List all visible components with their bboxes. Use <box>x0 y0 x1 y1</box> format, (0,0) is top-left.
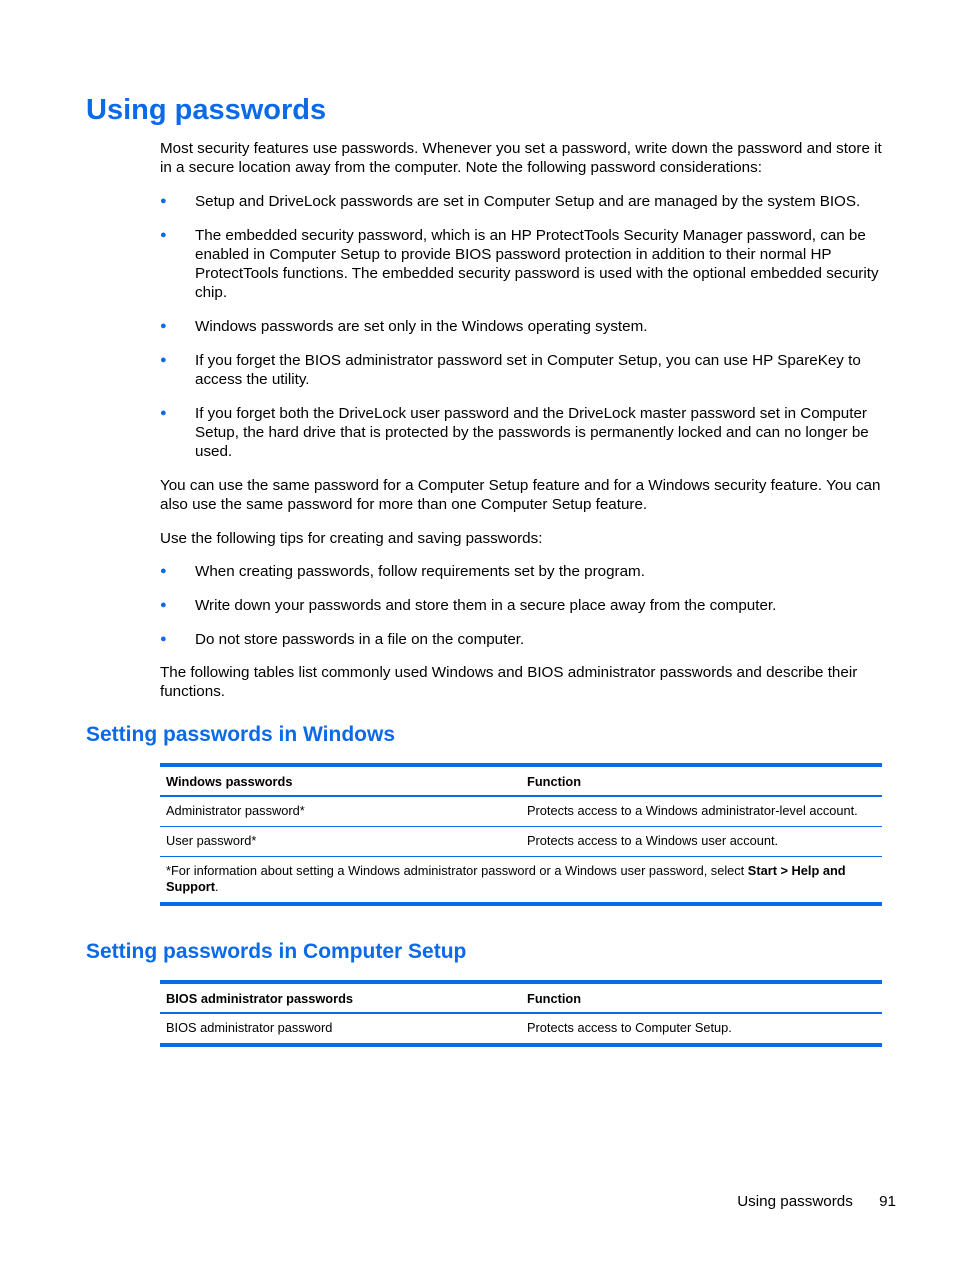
list-item: ● If you forget the BIOS administrator password set in Computer Setup, you can use HP SpareKey to access the utility. <box>160 352 861 388</box>
page-title: Using passwords <box>86 94 327 126</box>
table-footnote: *For information about setting a Windows administrator password or a Windows user password, select Start > Help and Support. <box>166 863 846 894</box>
table-row <box>160 797 882 827</box>
page-number: 91 <box>879 1193 896 1210</box>
intro-paragraph: Most security features use passwords. Whenever you set a password, write down the password and store it in a secure location away from the computer. Note the following password considerations: <box>160 140 882 176</box>
table-cell: BIOS administrator password <box>166 1020 333 1035</box>
list-item: ● When creating passwords, follow requirements set by the program. <box>160 563 645 580</box>
bullet-dot-icon: ● <box>160 354 167 366</box>
windows-section-heading: Setting passwords in Windows <box>86 723 396 746</box>
table-cell: Protects access to a Windows user account. <box>527 833 779 848</box>
list-item: ● Setup and DriveLock passwords are set in Computer Setup and are managed by the system BIOS. <box>160 193 861 210</box>
list-item: ● Write down your passwords and store them in a secure place away from the computer. <box>160 597 777 614</box>
table-cell: Protects access to a Windows administrator-level account. <box>527 803 858 818</box>
table-header-row <box>160 984 882 1014</box>
bullet-dot-icon: ● <box>160 195 167 207</box>
bullet-dot-icon: ● <box>160 320 167 332</box>
table-row <box>160 827 882 857</box>
bullet-dot-icon: ● <box>160 407 167 419</box>
table-header-cell: Function <box>527 991 582 1006</box>
tables-intro-paragraph: The following tables list commonly used Windows and BIOS administrator passwords and describe their functions. <box>160 664 858 700</box>
bullet-dot-icon: ● <box>160 229 167 241</box>
table-row <box>160 1014 882 1043</box>
bullet-dot-icon: ● <box>160 599 167 611</box>
table-header-cell: Function <box>527 774 582 789</box>
windows-passwords-table <box>160 763 882 906</box>
footer-section-title: Using passwords <box>737 1193 853 1210</box>
bullet-dot-icon: ● <box>160 633 167 645</box>
same-password-paragraph: You can use the same password for a Computer Setup feature and for a Windows security feature. You can also use the same password for more than one Computer Setup feature. <box>160 477 881 513</box>
bios-passwords-table <box>160 980 882 1047</box>
table-cell: Protects access to Computer Setup. <box>527 1020 732 1035</box>
table-header-row <box>160 767 882 797</box>
bullet-dot-icon: ● <box>160 565 167 577</box>
list-item: ● The embedded security password, which is an HP ProtectTools Security Manager password, can be enabled in Computer Setup to provide BIOS password protection in addition to their normal HP ProtectTools functions. The embedded security password is used with the optional embedded security chip. <box>160 227 879 301</box>
list-item: ● Do not store passwords in a file on the computer. <box>160 631 525 648</box>
list-item: ● Windows passwords are set only in the Windows operating system. <box>160 318 648 335</box>
table-cell: User password* <box>166 833 257 848</box>
setup-section-heading: Setting passwords in Computer Setup <box>86 940 467 963</box>
table-header-cell: BIOS administrator passwords <box>166 991 354 1006</box>
list-item: ● If you forget both the DriveLock user password and the DriveLock master password set in Computer Setup, the hard drive that is protected by the passwords is permanently locked and can no longer be used. <box>160 405 869 460</box>
table-header-cell: Windows passwords <box>166 774 293 789</box>
table-cell: Administrator password* <box>166 803 305 818</box>
tips-intro-paragraph: Use the following tips for creating and saving passwords: <box>160 530 543 547</box>
page-footer <box>737 1192 896 1212</box>
